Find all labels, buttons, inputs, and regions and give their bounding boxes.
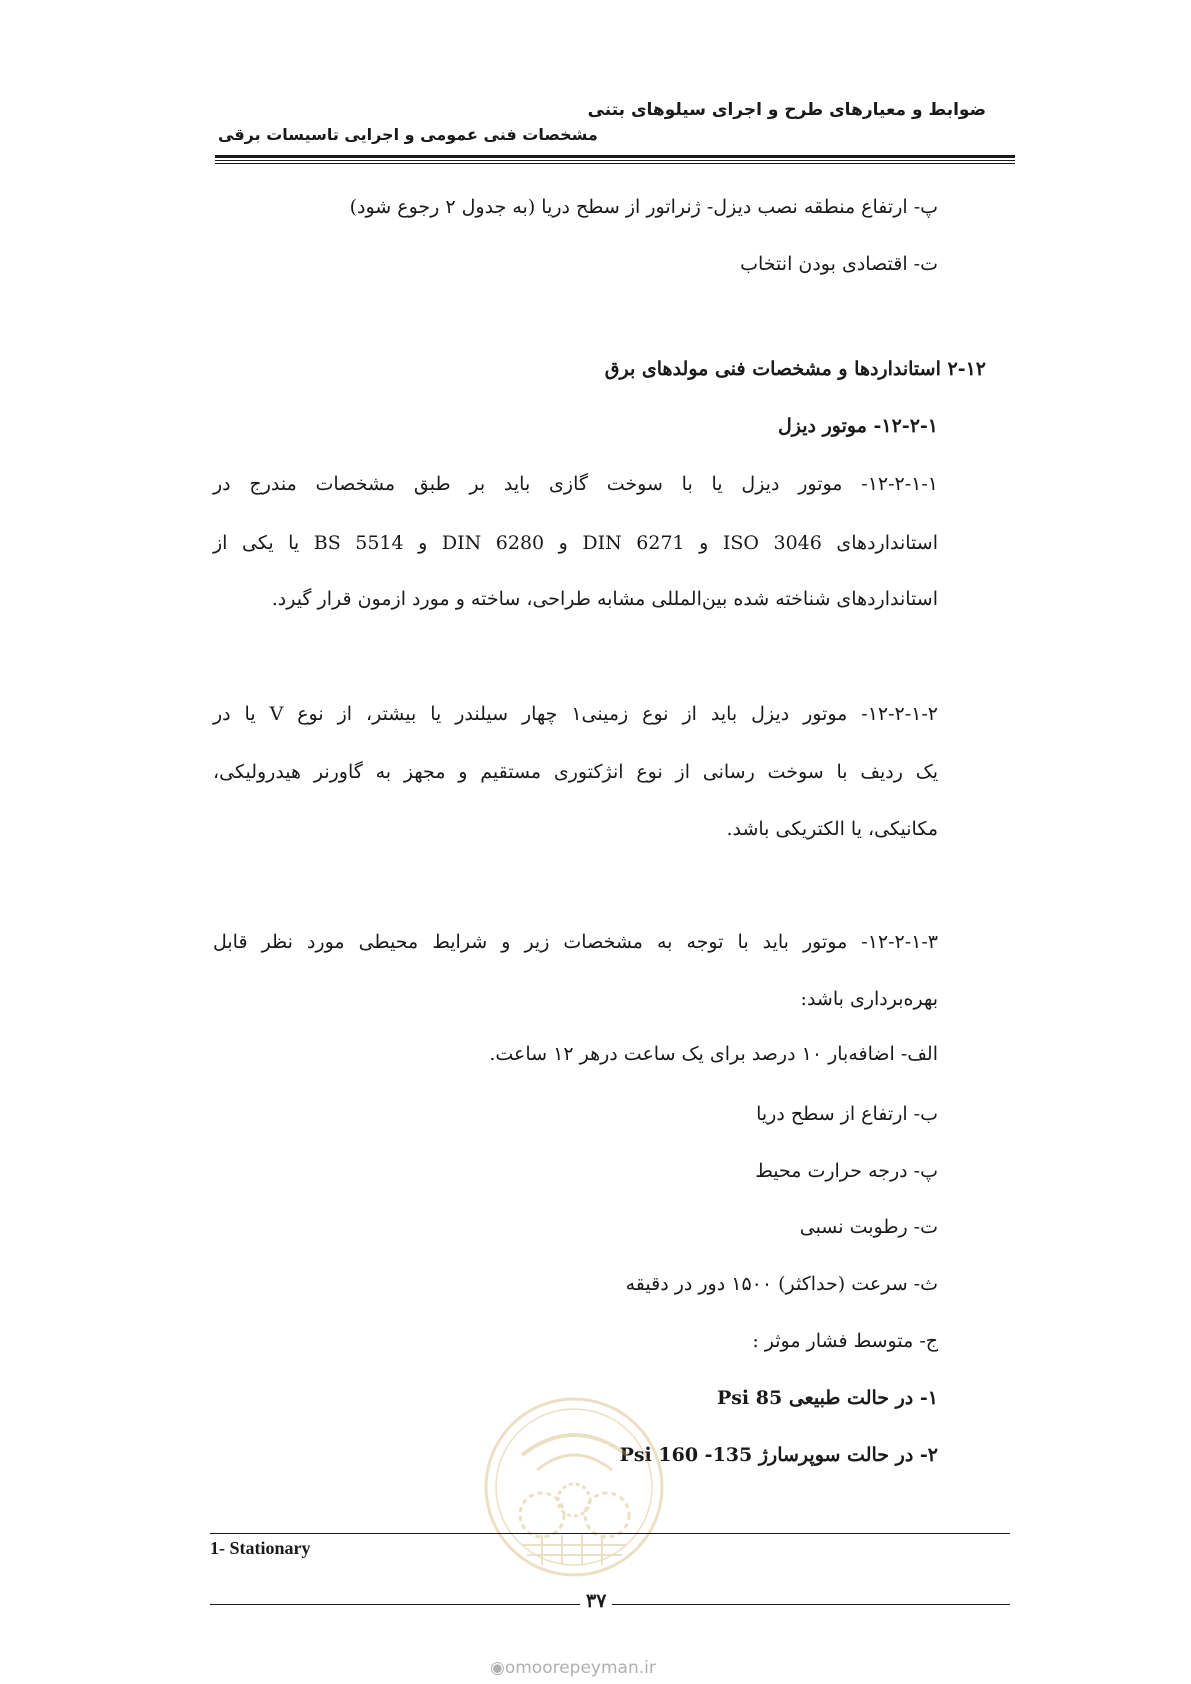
header-rule-thick (215, 155, 1015, 158)
sub-item-2: ۲- در حالت سوپرسارژ 135- 160 Psi (619, 1444, 938, 1466)
globe-icon: ◉ (490, 1658, 505, 1678)
site-watermark-text: omoorepeyman.ir (504, 1658, 656, 1678)
item-pe-altitude: پ- ارتفاع منطقه نصب دیزل- ژنراتور از سطح دریا (به جدول ۲ رجوع شود) (349, 196, 938, 218)
list-item-be: ب- ارتفاع از سطح دریا (756, 1103, 938, 1125)
item-te-economic: ت- اقتصادی بودن انتخاب (740, 253, 938, 275)
sub-heading: ۱۲-۲-۱- موتور دیزل (777, 415, 938, 437)
list-item-pe: پ- درجه حرارت محیط (755, 1160, 938, 1182)
para3-line1: ۱۲-۲-۱-۳- موتور باید با توجه به مشخصات زیر و شرایط محیطی مورد نظر قابل (213, 931, 938, 953)
para1-line2: استانداردهای ISO 3046 و DIN 6271 و DIN 6280 و BS 5514 یا یکی از (213, 532, 938, 554)
footnote-rule (210, 1533, 1010, 1534)
footnote-text: 1- Stationary (210, 1538, 311, 1558)
watermark-seal-icon (482, 1395, 667, 1580)
site-watermark (490, 1658, 656, 1678)
para1-line1: ۱۲-۲-۱-۱- موتور دیزل یا با سوخت گازی باید بر طبق مشخصات مندرج در (213, 473, 938, 495)
section-heading: ۲-۱۲ استانداردها و مشخصات فنی مولدهای برق (604, 358, 986, 380)
para2-line2: یک ردیف با سوخت رسانی از نوع انژکتوری مستقیم و مجهز به گاورنر هیدرولیکی، (213, 761, 938, 783)
header-rule-thin (215, 160, 1015, 161)
sub-item-1: ۱- در حالت طبیعی 85 Psi (716, 1387, 938, 1409)
header-title-right: ضوابط و معیارهای طرح و اجرای سیلوهای بتنی (587, 100, 986, 120)
list-item-jim: ج- متوسط فشار موثر : (752, 1330, 938, 1352)
para3-line2: بهره‌برداری باشد: (800, 988, 938, 1010)
list-item-alef: الف- اضافه‌بار ۱۰ درصد برای یک ساعت درهر ۱۲ ساعت. (489, 1043, 938, 1065)
list-item-se: ث- سرعت (حداکثر) ۱۵۰۰ دور در دقیقه (625, 1273, 938, 1295)
header-title-left: مشخصات فنی عمومی و اجرایی تاسیسات برقی (218, 125, 598, 144)
para2-line1: ۱۲-۲-۱-۲- موتور دیزل باید از نوع زمینی۱ چهار سیلندر یا بیشتر، از نوع V یا در (213, 703, 938, 725)
page-number: ۳۷ (580, 1590, 612, 1612)
header-rule-thin-2 (215, 163, 1015, 164)
para2-line3: مکانیکی، یا الکتریکی باشد. (726, 818, 938, 840)
list-item-te: ت- رطوبت نسبی (799, 1216, 938, 1238)
para1-line3: استانداردهای شناخته شده بین‌المللی مشابه طراحی، ساخته و مورد ازمون قرار گیرد. (271, 588, 938, 610)
